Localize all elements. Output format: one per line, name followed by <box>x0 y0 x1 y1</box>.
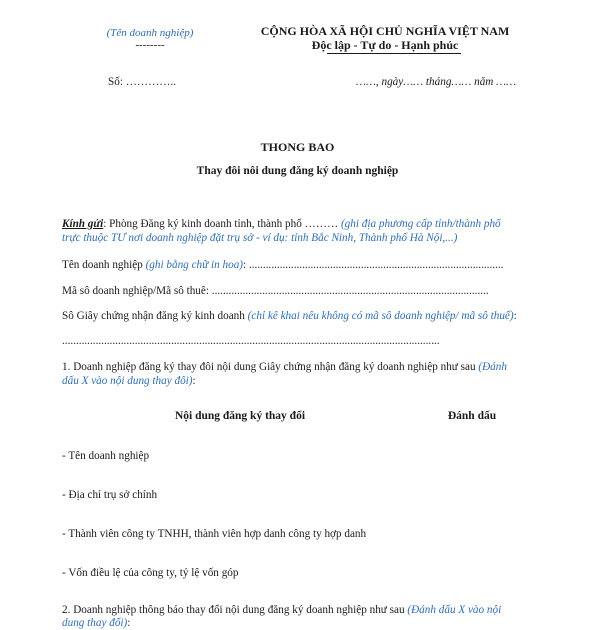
item1-colon: : <box>192 375 196 387</box>
item2-line2 <box>62 616 550 630</box>
item2-line <box>62 603 550 617</box>
recipient-note: (ghi địa phương cấp tỉnh/thành phố <box>340 218 501 230</box>
column-content-header: Nội dung đăng ký thay đổi <box>174 410 306 422</box>
item1-note-b: dấu X vào nội dung thay đôi) <box>62 375 193 387</box>
item1-line <box>62 360 550 374</box>
item2-note-b: dung thay đổi) <box>62 617 128 629</box>
document-title: THONG BAO <box>260 140 335 154</box>
company-name-dots: : ........................................................................................... <box>243 259 504 271</box>
company-name-line <box>62 258 550 272</box>
column-mark-header: Đánh dấu <box>447 410 497 422</box>
certificate-label: Sô Giây chứng nhận đăng ký kinh doanh <box>62 310 248 322</box>
recipient-label: Kính gửi <box>62 218 104 230</box>
change-row-company-name: - Tên doanh nghiệp <box>62 450 150 462</box>
item1-note-a: (Đánh <box>478 361 507 373</box>
recipient-note-line2: trực thuộc TƯ nơi doanh nghiệp đặt trụ sở - ví dụ: tỉnh Bắc Ninh, Thành phố Hà Nội,...) <box>62 232 458 244</box>
certificate-note: (chỉ kê khai nêu không có mã sô doanh nghiệp/ mã sô thuế) <box>247 310 514 322</box>
item1-text: 1. Doanh nghiệp đăng ký thay đôi nội dung Giây chứng nhận đăng ký doanh nghiệp như sau <box>62 361 479 373</box>
country-name: CỘNG HÒA XÃ HỘI CHỦ NGHĨA VIỆT NAM <box>260 24 510 38</box>
certificate-line <box>62 309 550 323</box>
recipient-text: : Phòng Đăng ký kinh doanh tỉnh, thành phố ……… <box>103 218 339 230</box>
item2-note-a: (Đánh dấu X vào nội <box>407 604 502 616</box>
document-subtitle: Thay đôi nôi dung đăng ký doanh nghiệp <box>196 165 399 177</box>
document-date: ……, ngày…… tháng…… năm …… <box>356 76 517 88</box>
item2-colon: : <box>127 617 131 629</box>
recipient-line <box>62 217 550 231</box>
company-name-label: Tên doanh nghiệp <box>62 259 146 271</box>
item2-text: 2. Doanh nghiệp thông báo thay đổi nội dung đăng ký doanh nghiệp như sau <box>62 604 408 616</box>
national-motto: Độc lập - Tự do - Hạnh phúc <box>311 38 459 52</box>
company-name-note: (ghi bằng chữ in hoa) <box>145 259 244 271</box>
item1-line2 <box>62 374 550 388</box>
dotted-line: ....................................................................................................................................... <box>62 335 440 347</box>
company-name-placeholder: (Tên doanh nghiệp) <box>106 27 194 39</box>
change-row-members: - Thành viên công ty TNHH, thành viên hợp danh công ty hợp danh <box>62 528 367 540</box>
document-number: Số: ………….. <box>108 76 177 88</box>
change-row-capital: - Vốn điều lệ của công ty, tỷ lệ vốn góp <box>62 567 239 579</box>
tax-code-line: Mã sô doanh nghiệp/Mã sô thuê: ................................................................................................... <box>62 285 489 297</box>
change-row-head-office: - Địa chỉ trụ sở chính <box>62 489 158 501</box>
company-dash: -------- <box>135 39 165 51</box>
motto-underline <box>327 53 461 54</box>
certificate-colon: : <box>513 310 517 322</box>
